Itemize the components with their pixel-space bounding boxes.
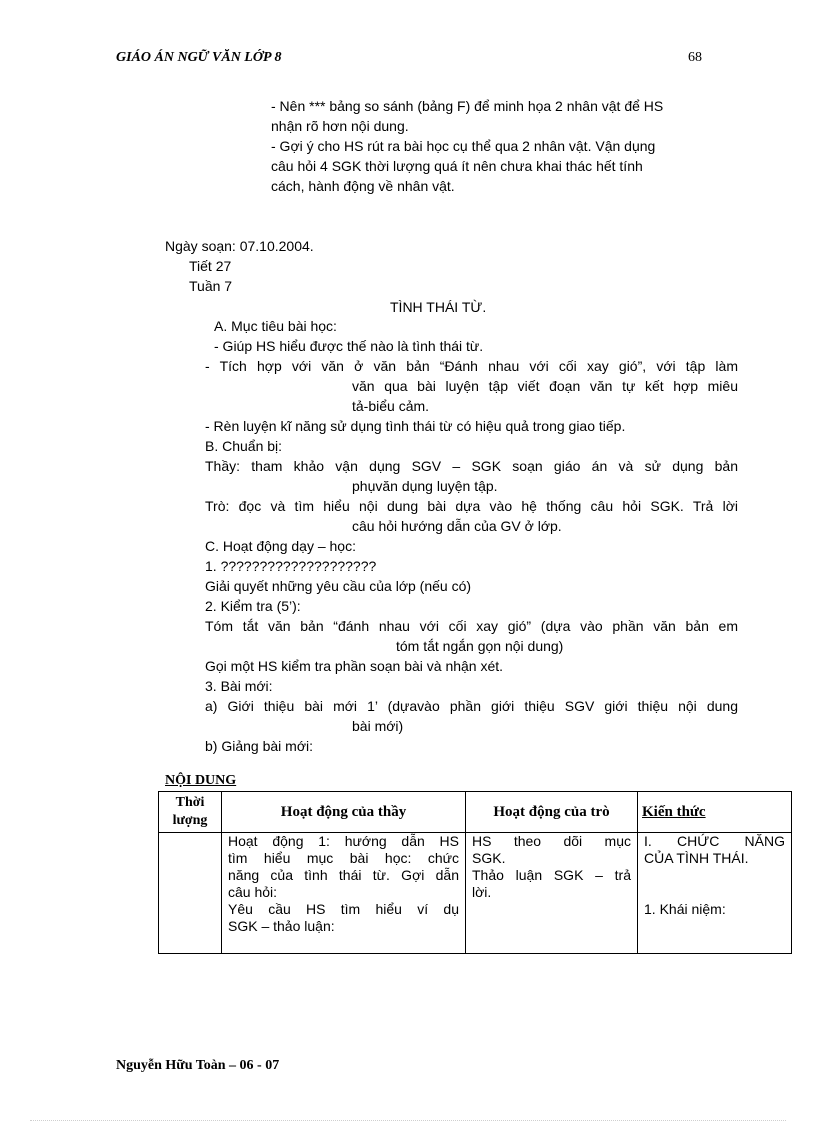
cell-teacher — [222, 833, 466, 954]
lesson-table — [158, 791, 792, 954]
body-line: Tóm tắt văn bản “đánh nhau với cối xay gió” (dựa vào phần văn bản em — [205, 618, 738, 634]
body-line: - Tích hợp với văn ở văn bản “Đánh nhau với cối xay gió”, với tập làm — [205, 358, 738, 374]
cell-time — [159, 833, 222, 954]
period-number: Tiết 27 — [189, 258, 232, 274]
cell-line: CỦA TÌNH THÁI. — [644, 850, 749, 866]
header-title: GIÁO ÁN NGỮ VĂN LỚP 8 — [116, 50, 282, 65]
page-edge-rule — [30, 1120, 786, 1121]
cell-line: I. CHỨC NĂNG — [644, 833, 785, 849]
note-line: - Gợi ý cho HS rút ra bài học cụ thể qua 2 nhân vật. Vận dụng — [271, 138, 656, 154]
cell-line: Thảo luận SGK – trả — [472, 867, 631, 883]
body-line: - Rèn luyện kĩ năng sử dụng tình thái từ có hiệu quả trong giao tiếp. — [205, 418, 626, 434]
body-line: b) Giảng bài mới: — [205, 738, 314, 754]
body-line: Gọi một HS kiểm tra phần soạn bài và nhận xét. — [205, 658, 504, 674]
note-line: nhận rõ hơn nội dung. — [271, 118, 409, 134]
column-header-time: Thời lượng — [159, 792, 222, 833]
body-line: a) Giới thiệu bài mới 1’ (dựavào phần giới thiệu SGV giới thiệu nội dung — [205, 698, 738, 714]
page-number: 68 — [688, 50, 702, 65]
body-line: A. Mục tiêu bài học: — [214, 318, 337, 334]
note-line: - Nên *** bảng so sánh (bảng F) để minh họa 2 nhân vật để HS — [271, 98, 664, 114]
cell-line: Yêu cầu HS tìm hiểu ví dụ — [228, 901, 459, 917]
cell-line: SGK. — [472, 850, 506, 866]
body-line: Giải quyết những yêu cầu của lớp (nếu có) — [205, 578, 472, 594]
section-label: NỘI DUNG — [165, 773, 237, 788]
body-line: Trò: đọc và tìm hiểu nội dung bài dựa vào hệ thống câu hỏi SGK. Trả lời — [205, 498, 738, 514]
table-header-row — [159, 792, 792, 833]
cell-knowledge — [638, 833, 792, 954]
body-line: phụvăn dụng luyện tập. — [352, 478, 498, 494]
table-row — [159, 833, 792, 954]
body-line: B. Chuẩn bị: — [205, 438, 283, 454]
body-line: 2. Kiểm tra (5’): — [205, 598, 301, 614]
body-line: Thầy: tham khảo vận dụng SGV – SGK soạn giáo án và sử dụng bản — [205, 458, 738, 474]
body-line: bài mới) — [352, 718, 404, 734]
footer-author: Nguyễn Hữu Toàn – 06 - 07 — [116, 1058, 280, 1073]
prep-date: Ngày soạn: 07.10.2004. — [165, 238, 314, 254]
body-line: văn qua bài luyện tập viết đoạn văn tự kết hợp miêu — [352, 378, 738, 394]
body-line: tả-biểu cảm. — [352, 398, 430, 414]
cell-line: SGK – thảo luận: — [228, 918, 335, 934]
cell-line: 1. Khái niệm: — [644, 901, 726, 917]
week-number: Tuần 7 — [189, 278, 233, 294]
lesson-title: TÌNH THÁI TỪ. — [390, 299, 487, 315]
body-line: 3. Bài mới: — [205, 678, 273, 694]
cell-line: tìm hiểu mục bài học: chức — [228, 850, 459, 866]
cell-line: lời. — [472, 884, 492, 900]
note-line: cách, hành động về nhân vật. — [271, 178, 455, 194]
note-line: câu hỏi 4 SGK thời lượng quá ít nên chưa khai thác hết tính — [271, 158, 643, 174]
cell-line: Hoạt động 1: hướng dẫn HS — [228, 833, 459, 849]
body-line: - Giúp HS hiểu được thế nào là tình thái từ. — [214, 338, 484, 354]
column-header-knowledge: Kiến thức — [638, 792, 792, 833]
column-header-student: Hoạt động của trò — [466, 792, 638, 833]
body-line: 1. ???????????????????? — [205, 558, 377, 574]
cell-student — [466, 833, 638, 954]
body-line: câu hỏi hướng dẫn của GV ở lớp. — [352, 518, 562, 534]
cell-line: HS theo dõi mục — [472, 833, 631, 849]
cell-line: câu hỏi: — [228, 884, 278, 900]
body-line: tóm tắt ngắn gọn nội dung) — [396, 638, 564, 654]
body-line: C. Hoạt động dạy – học: — [205, 538, 356, 554]
cell-line: năng của tình thái từ. Gợi dẫn — [228, 867, 459, 883]
column-header-teacher: Hoạt động của thầy — [222, 792, 466, 833]
